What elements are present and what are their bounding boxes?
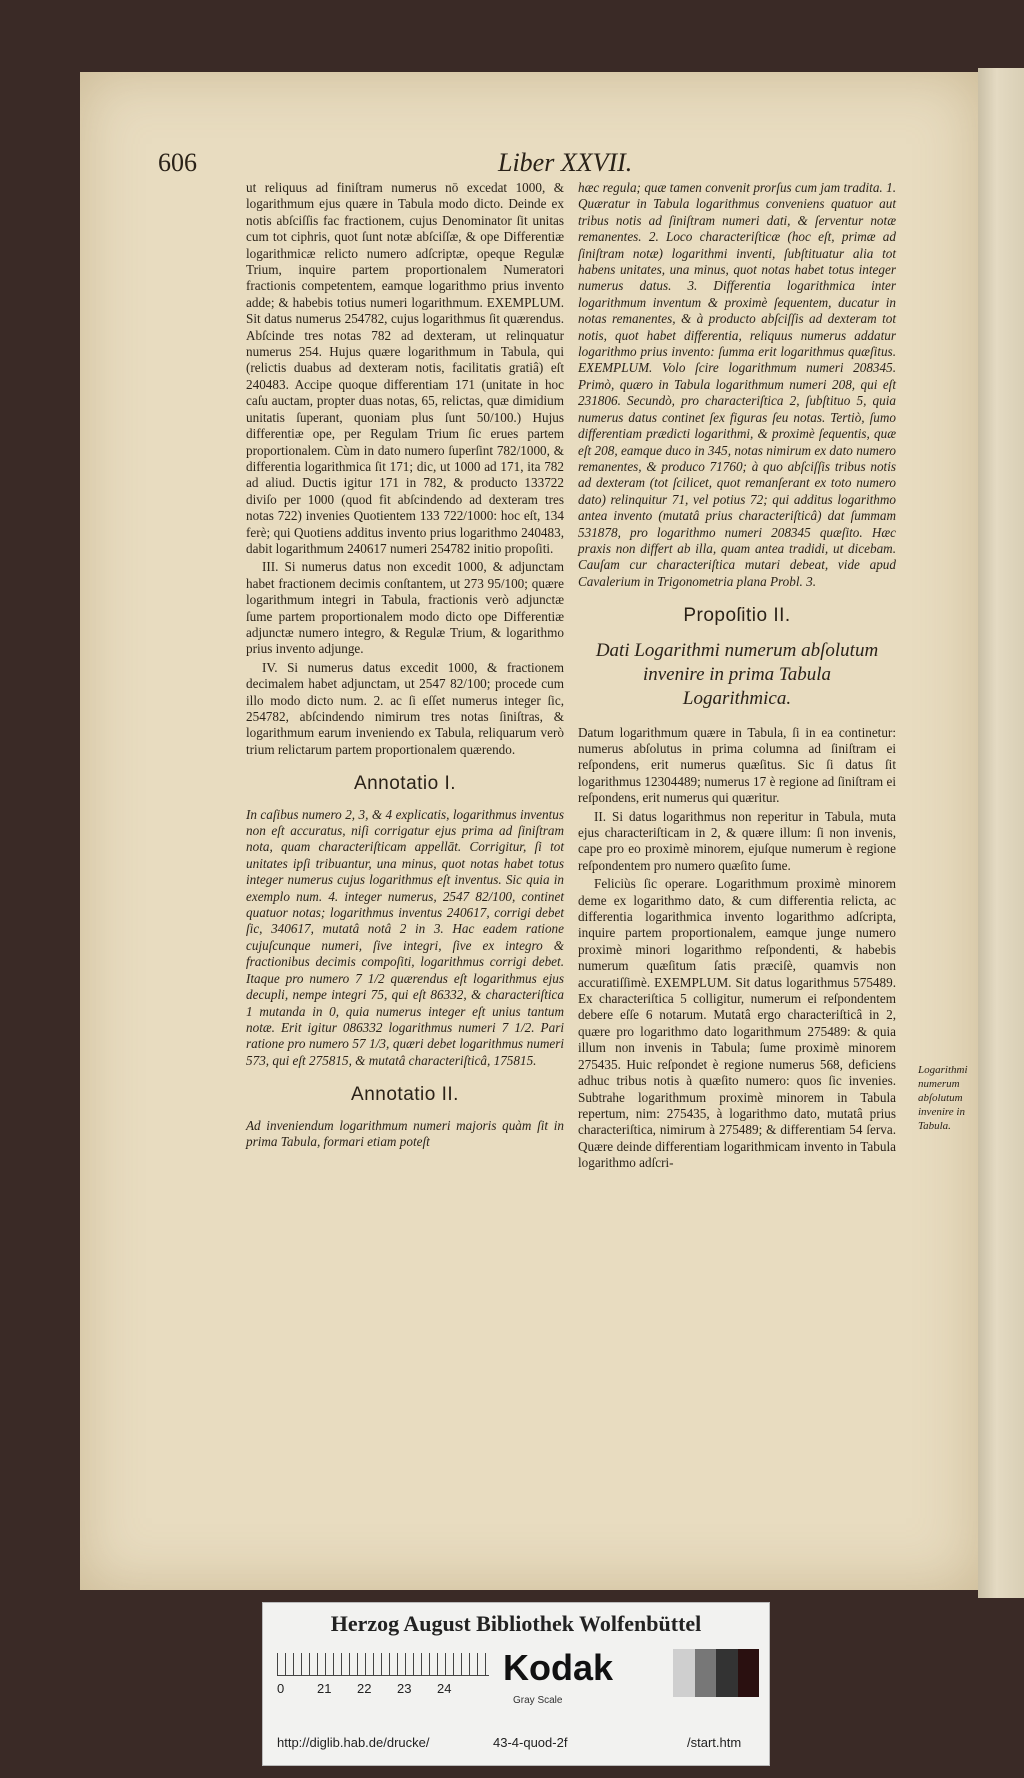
annotatio-1-text: In caſibus numero 2, 3, & 4 explicatis, logarithmus inventus non eſt accuratus, niſi corrigatur ejus prima ad ſiniſtram nota, quam characteriſticam appellāt. Corrigitur, ſi tot unitates ipſi tribuantur, una minus, quot notas habet totus integer numerus cujus logarithmus eſt inventus. Sic quia in exemplo num. 4. integer numerus, 2547 82/100, continet quatuor notas; logarithmus inventus 240617, corrigi debet ſic, 340617, mutatâ notâ 2 in 3. Hac eadem ratione cujuſcunque numeri, ſive integri, ſive ex integro & fractionibus decimis compoſiti, logarithmus corrigi debet. Itaque pro numero 7 1/2 quærendus eſt logarithmus ejus decupli, nempe integri 75, qui eſt 86332, & characteriſtica 1 mutanda in 0, quia numerus integer eſt unius tantum notæ. Erit igitur 086332 logarithmus numeri 7 1/2. Pari ratione pro numero 57 1/3, quæri debet logarithmus numeri 573, qui eſt 275815, & mutatâ characteriſticâ, 175815. — [246, 806, 564, 1068]
ruler-number: 24 — [437, 1681, 452, 1696]
shelfmark: 43-4-quod-2f — [493, 1735, 568, 1750]
ruler-number: 22 — [357, 1681, 372, 1696]
library-name: Herzog August Bibliothek Wolfenbüttel — [330, 1611, 702, 1636]
propositio-paragraph-1: Datum logarithmum quære in Tabula, ſi in ea continetur: numerus abſolutus in prima columna ad ſiniſtram ei reſpondens, erit numerus quæſitus. Sic ſi datus ſit logarithmus 12304489; numerus 17 è regione ad ſiniſtram ei reſpondens, erit numerus qui quæritur. — [578, 724, 896, 806]
ruler-numbers — [277, 1681, 497, 1696]
gray-scale-label: Gray Scale — [513, 1695, 563, 1706]
paragraph-iii: III. Si numerus datus non excedit 1000, & adjunctam habet fractionem decimis conſtantem, ut 273 95/100; quære logarithmum integri in Tabula, fractionis verò adjunctæ ſume partem proportionalem modo dicto ope Differentiæ adjunctæ numero integro, & Regulæ Trium, & logarithmo prius invento adjunge. — [246, 559, 564, 657]
paragraph-iv: IV. Si numerus datus excedit 1000, & fractionem decimalem habet adjunctam, ut 2547 82/100; procede cum illo modo dicto num. 2. ac ſi eſſet numerus integer ſic, 254782, abſcindendo nimirum tres notas ſiniſtras, & logarithmum earum inveniendo ex Tabula, reliquarum verò trium relictarum partem proportionalem quærendo. — [246, 659, 564, 757]
annotatio-1-heading: Annotatio I. — [353, 773, 457, 795]
annotatio-2-heading: Annotatio II. — [351, 1084, 459, 1106]
propositio-paragraph-2: II. Si datus logarithmus non reperitur in Tabula, muta ejus characteriſticam in 2, & quære illum: ſi non invenis, cape pro eo proximè minorem, ejuſque numerum è regione reſpondentem pro numero quæſito ſume. — [578, 808, 896, 873]
gray-scale-patches — [673, 1649, 759, 1697]
annotatio-2-text: Ad inveniendum logarithmum numeri majoris quàm ſit in prima Tabula, formari etiam poteſt — [246, 1117, 564, 1149]
propositio-heading: Propoſitio II. — [683, 605, 791, 627]
page-number: 606 — [158, 148, 197, 177]
right-column — [578, 180, 896, 1174]
ruler-number: 23 — [397, 1681, 412, 1696]
archive-target-label — [262, 1602, 770, 1766]
kodak-logo: Kodak — [503, 1647, 614, 1688]
ruler-number: 0 — [277, 1681, 285, 1696]
ruler-number: 21 — [317, 1681, 332, 1696]
left-column — [246, 180, 564, 1152]
paragraph-continuation: ut reliquus ad finiſtram numerus nō excedat 1000, & logarithmum ejus quære in Tabula modo dicto. Deinde ex notis abſciſſis fac fractionem, cujus Denominator ſit unitas cum tot ciphris, quot ſunt notæ abſciſſæ, & ope Differentiæ logarithmicæ relicto numero adſcriptæ, opeque Regulæ Trium, inquire partem proportionalem Numeratori fractionis competentem, eamque logarithmo prius invento adde; & habebis totius numeri logarithmum. EXEMPLUM. Sit datus numerus 254782, cujus logarithmus ſit quærendus. Abſcinde tres notas 782 ad dexteram, ut relinquatur numerus 254. Hujus quære logarithmum in Tabula, qui (relictis duabus ad dexteram notis, facilitatis gratiâ) eſt 240483. Accipe quoque differentiam 171 (unitate in hoc caſu auctam, propter duas notas, 65, relictas, quæ dimidium unitatis ſuperant, quoniam plus ſunt 50/100.) Hujus differentiæ ope, per Regulam Trium ſic erues partem proportionalem. Cùm in dato numero ſuperſint 782/1000, & differentia logarithmica ſit 171; dic, ut 1000 ad 171, ita 782 ad aliud. Ductis igitur 171 in 782, & producto 133722 diviſo per 1000 (quod fit abſcindendo ad dexteram tres notas 722) invenies Quotientem 133 722/1000: hoc eſt, 134 ferè; qui Quotiens additus invento prius logarithmo 240483, dabit logarithmum 240617 numeri 254782 initio propoſiti. — [246, 180, 564, 556]
page-header — [158, 148, 878, 184]
digilib-url: http://diglib.hab.de/drucke/ — [277, 1735, 430, 1750]
propositio-paragraph-3: Feliciùs ſic operare. Logarithmum proximè minorem deme ex logarithmo dato, & cum differentia relicta, ac differentia logarithmica invento logarithmo adſcripta, inquire partem proportionalem, eamque junge numero proximè minori logarithmo reſpondenti, & habebis numerum quæſitum ſatis præciſè, quamvis non accuratiſſimè. EXEMPLUM. Sit datus logarithmus 575489. Ex characteriſtica 5 colligitur, numerum ei reſpondentem debere eſſe 6 notarum. Mutatâ ergo characteriſticâ in 2, quære pro logarithmo dato logarithmum 275489: & quia illum non invenis in Tabula; ſume proximè minorem 275435. Huic reſpondet è regione numerus 568, deficiens adhuc tribus notis à quæſito numero: quos ſic invenies. Subtrahe logarithmum proximè minorem in Tabula repertum, nim: 275435, à logarithmo dato, mutatâ prius characteriſtica, nimirum à 275489; & differentiam 54 ſerva. Quære deinde differentiam logarithmicam invento in Tabula logarithmo adſcri- — [578, 876, 896, 1171]
start-link: /start.htm — [687, 1735, 742, 1750]
running-title: Liber XXVII. — [498, 148, 633, 177]
propositio-title: Dati Logarithmi numerum abſolutum invenire in prima Tabula Logarithmica. — [595, 639, 879, 709]
paragraph-regula: hæc regula; quæ tamen convenit prorſus cum jam tradita. 1. Quæratur in Tabula logarithmus conveniens quatuor aut tribus notis ad ſiniſtram numeri dati, & ſerventur notæ remanentes. 2. Loco characteriſticæ (hoc eſt, primæ ad ſiniſtram notæ) logarithmi inventi, ſubſtituatur alia tot habens unitates, una minus, quot notas habet totus integer numerus datus. 3. Differentia logarithmica inter logarithmum inventum & proximè ſequentem, ducatur in notas remanentes, & à producto abſciſſis ad dexteram tot notis, quot habet differentia, reliquus numerus addatur logarithmo prius invento: ſumma erit logarithmus quæſitus. EXEMPLUM. Volo ſcire logarithmum numeri 208345. Primò, quæro in Tabula logarithmum numeri 208, qui eſt 231806. Secundò, pro characteriſtica 2, ſubſtituo 5, quia numerus datus continet ſex figuras ſeu notas. Tertiò, ſumo differentiam prædicti logarithmi, & proximè ſequentis, quæ eſt 208, eamque duco in 345, notas nimirum ex dato numero remanentes, & produco 71760; à quo abſciſſis tribus notis ad dexteram (tot ſcilicet, quot remanſerant ex toto numero dato) relinquitur 71, vel potius 72; qui additus logarithmo antea invento (mutatâ prius characteriſticâ) dat ſummam 531878, pro logarithmo numeri 208345 quæſito. Hæc praxis non differt ab illa, quam antea tradidi, ut dicebam. Cauſam cur characteriſtica mutari debeat, vide apud Cavalerium in Trigonometria plana Probl. 3. — [578, 180, 896, 589]
scale-ruler — [277, 1653, 489, 1676]
margin-note: Logarithmi numerum abſolutum invenire in Tabula. — [918, 1064, 968, 1132]
adjacent-page-edge — [978, 68, 1024, 1598]
